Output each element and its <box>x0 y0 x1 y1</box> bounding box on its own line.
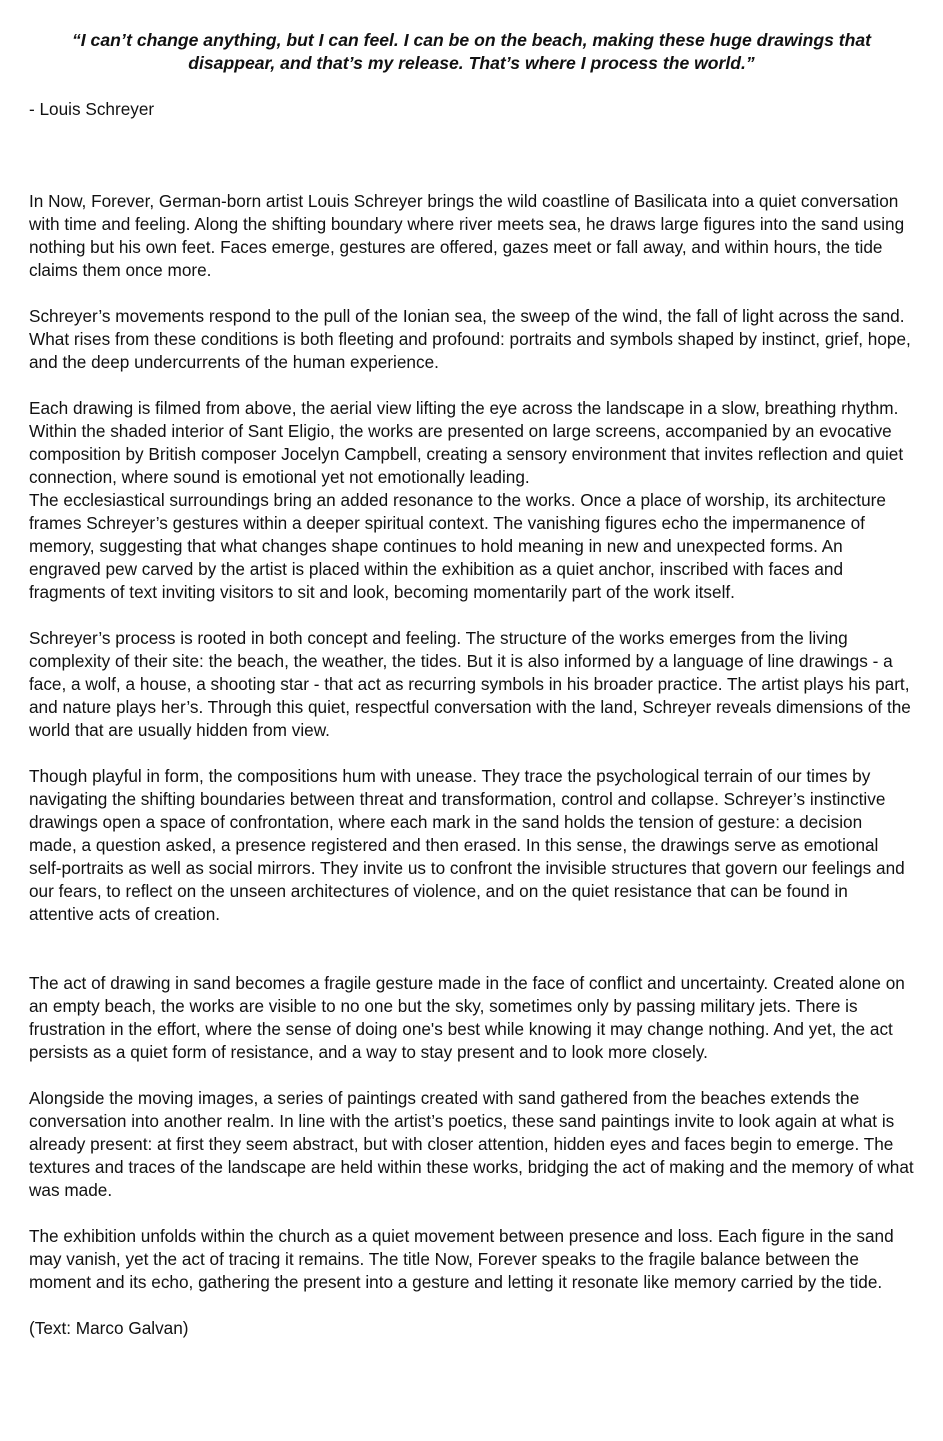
paragraph-act-of-drawing: The act of drawing in sand becomes a fragile gesture made in the face of conflict and uncertainty. Created alone on an empty beach, the works are visible to no one but the sky, sometimes only by passing military jets. There is frustration in the effort, where the sense of doing one's best while knowing it may change nothing. And yet, the act persists as a quiet form of resistance, and a way to stay present and to look more closely. <box>29 973 905 1062</box>
paragraph-filming: Each drawing is filmed from above, the aerial view lifting the eye across the landscape in a slow, breathing rhythm. Within the shaded interior of Sant Eligio, the works are presented on large screens, accompanied by an evocative composition by British composer Jocelyn Campbell, creating a sensory environment that invites reflection and quiet connection, where sound is emotional yet not emotionally leading. <box>29 398 904 487</box>
paragraph-exhibition: The exhibition unfolds within the church as a quiet movement between presence and loss. Each figure in the sand may vanish, yet the act of tracing it remains. The title Now, Forever speaks to the fragile balance between the moment and its echo, gathering the present into a gesture and letting it resonate like memory carried by the tide. <box>29 1226 894 1292</box>
paragraph-movements: Schreyer’s movements respond to the pull of the Ionian sea, the sweep of the wind, the fall of light across the sand. What rises from these conditions is both fleeting and profound: portraits and symbols shaped by instinct, grief, hope, and the deep undercurrents of the human experience. <box>29 306 911 372</box>
spacer <box>29 121 914 190</box>
paragraph-sand-paintings: Alongside the moving images, a series of paintings created with sand gathered from the beaches extends the conversation into another realm. In line with the artist’s poetics, these sand paintings invite to look again at what is already present: at first they seem abstract, but with closer attention, hidden eyes and faces begin to emerge. The textures and traces of the landscape are held within these works, bridging the act of making and the memory of what was made. <box>29 1088 914 1200</box>
opening-quote: “I can’t change anything, but I can feel. I can be on the beach, making these huge drawings that disappear, and that’s my release. That’s where I process the world.” <box>71 30 872 73</box>
quote-attribution: - Louis Schreyer <box>29 99 155 119</box>
paragraph-unease: Though playful in form, the compositions hum with unease. They trace the psychological terrain of our times by navigating the shifting boundaries between threat and transformation, control and collapse. Schreyer’s instinctive drawings open a space of confrontation, where each mark in the sand holds the tension of gesture: a decision made, a question asked, a presence registered and then erased. In this sense, the drawings serve as emotional self-portraits as well as social mirrors. They invite us to confront the invisible structures that govern our feelings and our fears, to reflect on the unseen architectures of violence, and on the quiet resistance that can be found in attentive acts of creation. <box>29 766 905 924</box>
spacer <box>29 926 914 972</box>
text-credit: (Text: Marco Galvan) <box>29 1318 189 1338</box>
paragraph-ecclesiastical: The ecclesiastical surroundings bring an added resonance to the works. Once a place of worship, its architecture frames Schreyer’s gestures within a deeper spiritual context. The vanishing figures echo the impermanence of memory, suggesting that what changes shape continues to hold meaning in new and unexpected forms. An engraved pew carved by the artist is placed within the exhibition as a quiet anchor, inscribed with faces and fragments of text inviting visitors to sit and look, becoming momentarily part of the work itself. <box>29 490 886 602</box>
paragraph-process: Schreyer’s process is rooted in both concept and feeling. The structure of the works emerges from the living complexity of their site: the beach, the weather, the tides. But it is also informed by a language of line drawings - a face, a wolf, a house, a shooting star - that act as recurring symbols in his broader practice. The artist plays his part, and nature plays her’s. Through this quiet, respectful conversation with the land, Schreyer reveals dimensions of the world that are usually hidden from view. <box>29 628 911 740</box>
paragraph-intro: In Now, Forever, German-born artist Louis Schreyer brings the wild coastline of Basilicata into a quiet conversation with time and feeling. Along the shifting boundary where river meets sea, he draws large figures into the sand using nothing but his own feet. Faces emerge, gestures are offered, gazes meet or fall away, and within hours, the tide claims them once more. <box>29 191 905 280</box>
